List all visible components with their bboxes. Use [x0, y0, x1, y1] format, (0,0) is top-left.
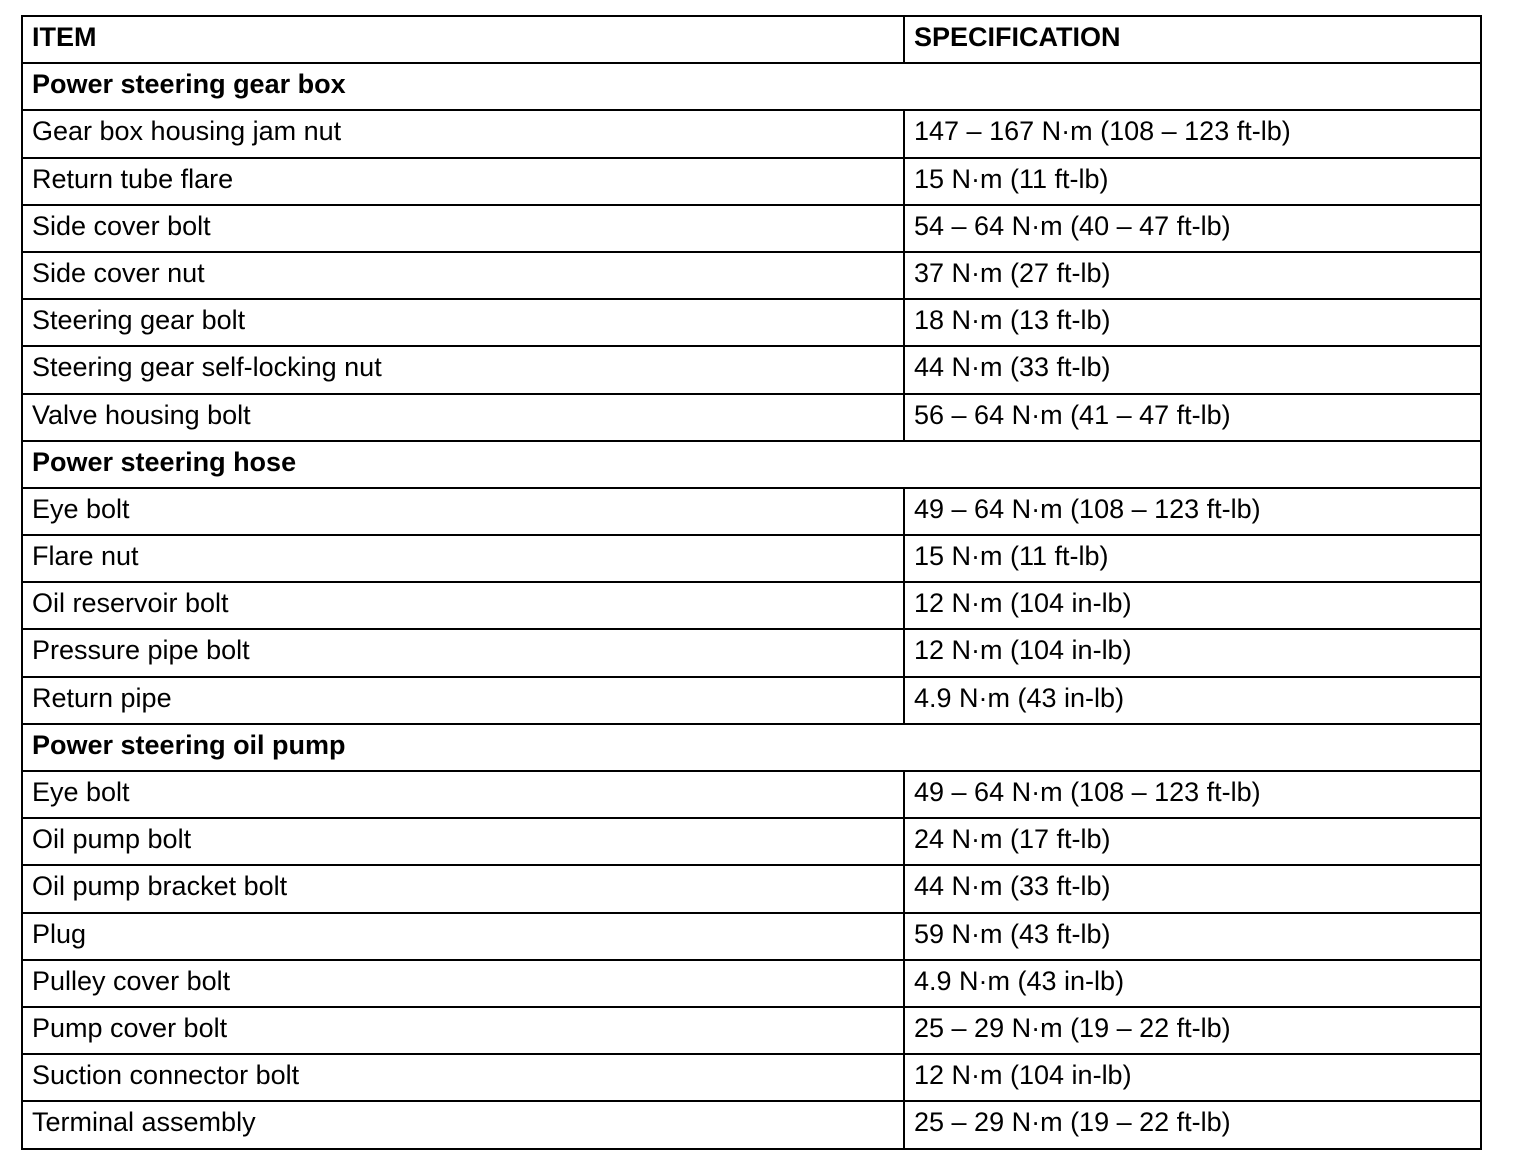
specification-cell: 12 N·m (104 in-lb) [904, 582, 1481, 629]
item-cell: Oil pump bracket bolt [22, 865, 904, 912]
table-row [22, 252, 1481, 299]
item-cell: Pulley cover bolt [22, 960, 904, 1007]
item-cell: Gear box housing jam nut [22, 110, 904, 157]
section-header-row [22, 441, 1481, 488]
item-cell: Side cover nut [22, 252, 904, 299]
item-cell: Flare nut [22, 535, 904, 582]
item-cell: Plug [22, 913, 904, 960]
table-row [22, 629, 1481, 676]
specification-cell: 4.9 N·m (43 in-lb) [904, 960, 1481, 1007]
specification-cell: 37 N·m (27 ft-lb) [904, 252, 1481, 299]
specification-cell: 59 N·m (43 ft-lb) [904, 913, 1481, 960]
item-cell: Side cover bolt [22, 205, 904, 252]
table-row [22, 960, 1481, 1007]
specification-cell: 49 – 64 N·m (108 – 123 ft-lb) [904, 771, 1481, 818]
item-cell: Return pipe [22, 677, 904, 724]
table-row [22, 818, 1481, 865]
column-header-specification: SPECIFICATION [904, 16, 1481, 63]
specification-cell: 147 – 167 N·m (108 – 123 ft-lb) [904, 110, 1481, 157]
table-row [22, 110, 1481, 157]
item-cell: Eye bolt [22, 771, 904, 818]
section-title: Power steering hose [22, 441, 1481, 488]
item-cell: Steering gear self-locking nut [22, 346, 904, 393]
table-row [22, 677, 1481, 724]
item-cell: Oil pump bolt [22, 818, 904, 865]
specification-cell: 12 N·m (104 in-lb) [904, 1054, 1481, 1101]
specification-cell: 56 – 64 N·m (41 – 47 ft-lb) [904, 394, 1481, 441]
torque-spec-table [21, 15, 1482, 1150]
specification-cell: 18 N·m (13 ft-lb) [904, 299, 1481, 346]
item-cell: Eye bolt [22, 488, 904, 535]
item-cell: Valve housing bolt [22, 394, 904, 441]
item-cell: Steering gear bolt [22, 299, 904, 346]
section-header-row [22, 724, 1481, 771]
table-row [22, 1054, 1481, 1101]
section-title: Power steering gear box [22, 63, 1481, 110]
table-body [22, 63, 1481, 1148]
specification-cell: 24 N·m (17 ft-lb) [904, 818, 1481, 865]
item-cell: Return tube flare [22, 158, 904, 205]
table-row [22, 1101, 1481, 1148]
specification-cell: 44 N·m (33 ft-lb) [904, 346, 1481, 393]
specification-cell: 54 – 64 N·m (40 – 47 ft-lb) [904, 205, 1481, 252]
specification-cell: 25 – 29 N·m (19 – 22 ft-lb) [904, 1101, 1481, 1148]
specification-cell: 15 N·m (11 ft-lb) [904, 158, 1481, 205]
table-row [22, 535, 1481, 582]
table-row [22, 346, 1481, 393]
table-row [22, 394, 1481, 441]
table-row [22, 582, 1481, 629]
specification-cell: 49 – 64 N·m (108 – 123 ft-lb) [904, 488, 1481, 535]
table-row [22, 771, 1481, 818]
item-cell: Pressure pipe bolt [22, 629, 904, 676]
section-title: Power steering oil pump [22, 724, 1481, 771]
item-cell: Suction connector bolt [22, 1054, 904, 1101]
table-row [22, 158, 1481, 205]
item-cell: Terminal assembly [22, 1101, 904, 1148]
table-row [22, 488, 1481, 535]
table-row [22, 865, 1481, 912]
table-row [22, 205, 1481, 252]
specification-cell: 44 N·m (33 ft-lb) [904, 865, 1481, 912]
specification-cell: 4.9 N·m (43 in-lb) [904, 677, 1481, 724]
specification-cell: 15 N·m (11 ft-lb) [904, 535, 1481, 582]
table-row [22, 1007, 1481, 1054]
column-header-item: ITEM [22, 16, 904, 63]
item-cell: Pump cover bolt [22, 1007, 904, 1054]
specification-cell: 12 N·m (104 in-lb) [904, 629, 1481, 676]
item-cell: Oil reservoir bolt [22, 582, 904, 629]
table-header-row [22, 16, 1481, 63]
table-row [22, 913, 1481, 960]
specification-cell: 25 – 29 N·m (19 – 22 ft-lb) [904, 1007, 1481, 1054]
section-header-row [22, 63, 1481, 110]
table-row [22, 299, 1481, 346]
